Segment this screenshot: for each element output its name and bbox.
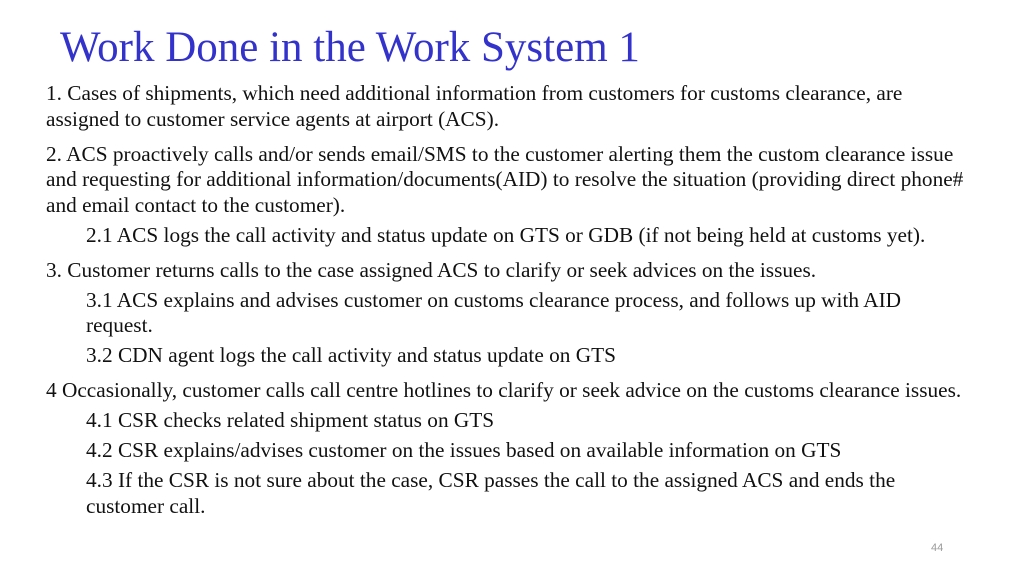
slide-number: 44 (931, 542, 944, 554)
item-4: 4 Occasionally, customer calls call centre hotlines to clarify or seek advice on the customs clearance issues. (46, 378, 962, 402)
subitem-4-2: 4.2 CSR explains/advises customer on the issues based on available information on GTS (86, 438, 842, 462)
item-2: 2. ACS proactively calls and/or sends email/SMS to the customer alerting them the custom clearance issue and requesting for additional information/documents(AID) to resolve the situation (providing direct phone# and email contact to the customer). (46, 141, 964, 217)
item-1: 1. Cases of shipments, which need additional information from customers for customs clearance, are assigned to customer service agents at airport (ACS). (46, 81, 903, 131)
subitem-3-1: 3.1 ACS explains and advises customer on customs clearance process, and follows up with AID request. (86, 287, 902, 337)
item-3: 3. Customer returns calls to the case assigned ACS to clarify or seek advices on the issues. (46, 257, 817, 282)
subitem-2-1: 2.1 ACS logs the call activity and status update on GTS or GDB (if not being held at customs yet). (86, 222, 926, 247)
slide-body (46, 81, 971, 519)
slide-title: Work Done in the Work System 1 (60, 24, 640, 71)
subitem-4-3: 4.3 If the CSR is not sure about the case, CSR passes the call to the assigned ACS and ends the customer call. (86, 468, 896, 518)
subitem-4-1: 4.1 CSR checks related shipment status on GTS (86, 408, 495, 432)
subitem-3-2: 3.2 CDN agent logs the call activity and status update on GTS (86, 343, 616, 367)
